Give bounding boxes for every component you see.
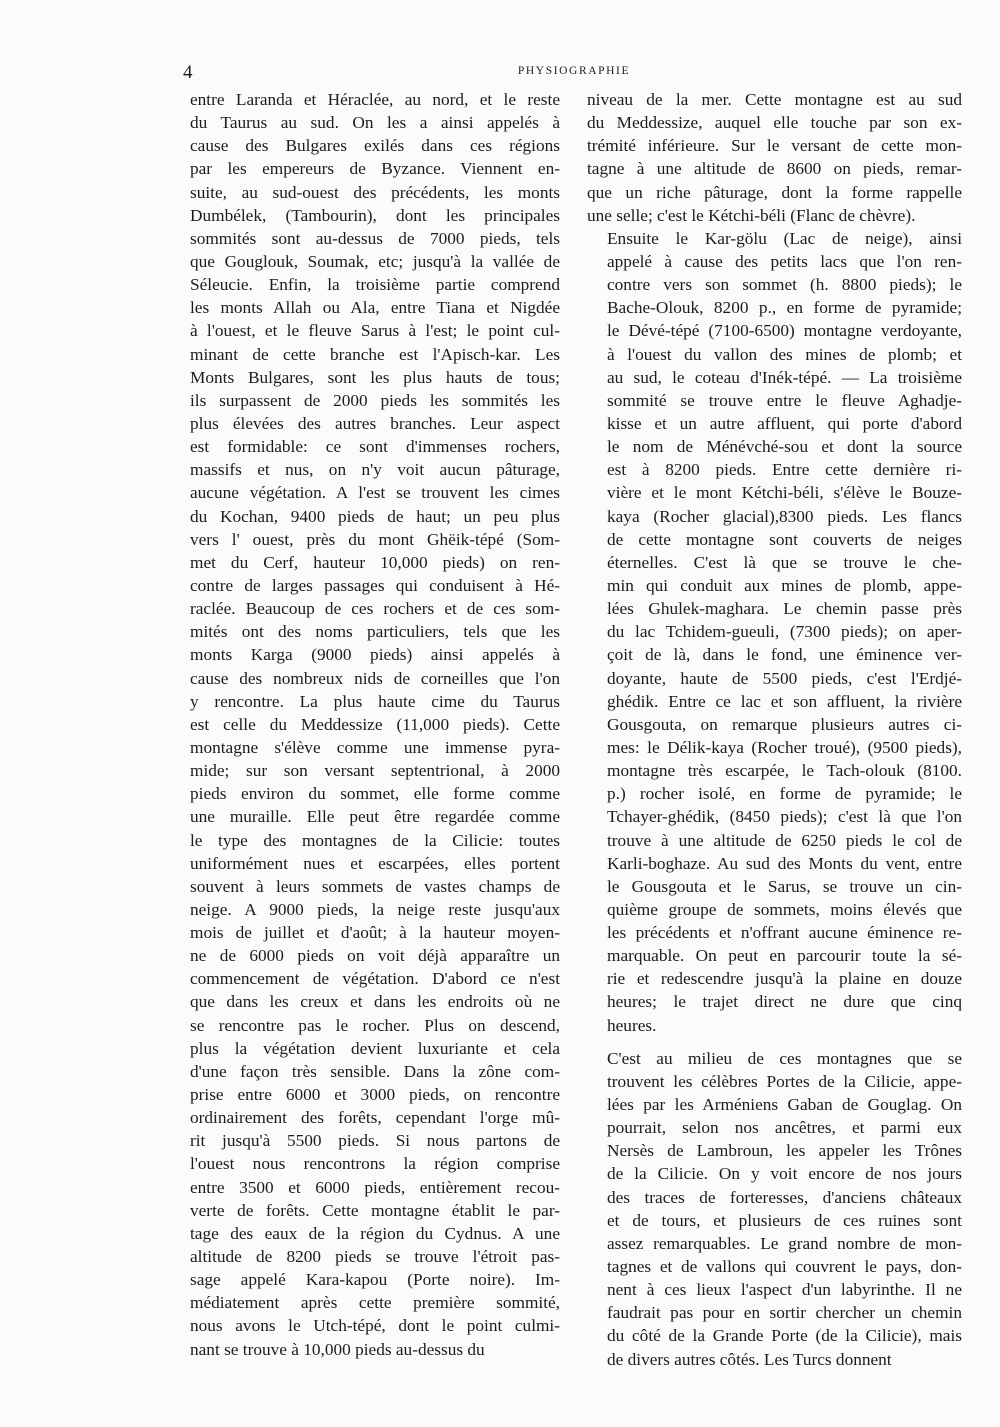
- text-line: quième groupe de sommets, moins élevés que: [607, 899, 962, 919]
- text-line: au sud, le coteau d'Inék-tépé. — La troisième: [607, 367, 962, 387]
- text-line: marquable. On peut en parcourir toute la sé-: [607, 946, 962, 966]
- text-line: médiatement après cette première sommité,: [190, 1293, 560, 1313]
- text-line: le Gousgouta et le Sarus, se trouve un cin-: [607, 876, 962, 896]
- text-line: Monts Bulgares, sont les plus hauts de tous;: [190, 367, 560, 387]
- text-line: faudrait pas pour en sortir chercher un chemin: [607, 1303, 962, 1323]
- text-line: aucune végétation. A l'est se trouvent les cimes: [190, 483, 560, 503]
- text-line: tagnes et de vallons qui couvrent le pays, don-: [607, 1257, 962, 1277]
- text-line: et de tours, et plusieurs de ces ruines sont: [607, 1210, 962, 1230]
- text-line: mités ont des noms particuliers, tels que les: [190, 622, 560, 642]
- text-line: Tchayer-ghédik, (8450 pieds); c'est là que l'on: [607, 807, 962, 827]
- text-line: montagne s'élève comme une immense pyra-: [190, 737, 560, 757]
- text-line: à l'ouest, et le fleuve Sarus à l'est; le point cul-: [190, 321, 560, 341]
- text-line: Karli-boghaze. Au sud des Monts du vent, entre: [607, 853, 962, 873]
- right-column: [587, 88, 962, 1371]
- text-line: niveau de la mer. Cette montagne est au sud: [587, 90, 962, 109]
- text-line: trémité inférieure. Sur le versant de cette mon-: [587, 136, 962, 156]
- text-line: est formidable: ce sont d'immenses rochers,: [190, 437, 560, 457]
- left-paragraph: [190, 88, 560, 1361]
- text-line: suite, au sud-ouest des précédents, les monts: [190, 182, 560, 202]
- text-line: une muraille. Elle peut être regardée comme: [190, 807, 560, 827]
- text-line: altitude de 8200 pieds se trouve l'étroit pas-: [190, 1247, 560, 1267]
- text-line: uniformément nues et escarpées, elles portent: [190, 853, 560, 873]
- text-line: prise entre 6000 et 3000 pieds, on rencontre: [190, 1085, 560, 1105]
- text-line: monts Karga (9000 pieds) ainsi appelés à: [190, 645, 560, 665]
- text-line: commencement de végétation. D'abord ce n'est: [190, 969, 560, 989]
- text-line: lées Ghulek-maghara. Le chemin passe près: [607, 599, 962, 619]
- running-title: PHYSIOGRAPHIE: [517, 65, 631, 77]
- text-line: lées par les Arméniens Gaban de Gouglag. On: [607, 1095, 962, 1115]
- text-line: p.) rocher isolé, en forme de pyramide; le: [607, 784, 962, 804]
- text-line: à l'ouest du vallon des mines de plomb; et: [607, 344, 962, 364]
- text-line: cause des nombreux nids de corneilles que l'on: [190, 668, 560, 688]
- text-line: mes: le Délik-kaya (Rocher troué), (9500 pieds),: [607, 737, 962, 757]
- text-line: ne de 6000 pieds on voit déjà apparaître un: [190, 946, 560, 966]
- text-line: éternelles. C'est là que se trouve le che-: [607, 552, 962, 572]
- text-line: trouvent les célèbres Portes de la Cilicie, appe-: [607, 1071, 962, 1091]
- text-line: du côté de la Grande Porte (de la Cilicie), mais: [607, 1326, 962, 1346]
- text-line: les monts Allah ou Ala, entre Tiana et Nigdée: [190, 298, 560, 318]
- text-line: tage des eaux de la région du Cydnus. A une: [190, 1223, 560, 1243]
- text-line: que dans les creux et dans les endroits où ne: [190, 992, 560, 1012]
- text-line: contre de larges passages qui conduisent à Hé-: [190, 575, 560, 595]
- text-line: rit jusqu'à 5500 pieds. Si nous partons de: [190, 1131, 560, 1151]
- text-line: le type des montagnes de la Cilicie: toutes: [190, 830, 560, 850]
- text-line: entre Laranda et Héraclée, au nord, et le reste: [190, 90, 560, 109]
- text-line: Séleucie. Enfin, la troisième partie comprend: [190, 275, 560, 295]
- page-header: [183, 62, 965, 86]
- text-line: l'ouest nous rencontrons la région comprise: [190, 1154, 560, 1174]
- text-line: minant de cette branche est l'Apisch-kar. Les: [190, 344, 560, 364]
- text-line: y rencontre. La plus haute cime du Taurus: [190, 691, 560, 711]
- text-line: de divers autres côtés. Les Turcs donnent: [607, 1349, 892, 1369]
- text-line: nous avons le Utch-tépé, dont le point culmi-: [190, 1316, 560, 1336]
- text-line: entre 3500 et 6000 pieds, entièrement recou-: [190, 1177, 560, 1197]
- text-line: vers l' ouest, près du mont Ghëik-tépé (Som-: [190, 529, 560, 549]
- text-line: appelé à cause des petits lacs que l'on ren-: [607, 251, 962, 271]
- text-line: une selle; c'est le Kétchi-béli (Flanc de chèvre).: [587, 205, 916, 225]
- text-line: ghédik. Entre ce lac et son affluent, la rivière: [607, 691, 962, 711]
- text-line: kaya (Rocher glacial),8300 pieds. Les flancs: [607, 506, 962, 526]
- text-line: assez remarquables. Le grand nombre de mon-: [607, 1233, 962, 1253]
- text-line: plus élevées des autres branches. Leur aspect: [190, 413, 560, 433]
- text-line: Bache-Olouk, 8200 p., en forme de pyramide;: [607, 298, 962, 318]
- text-line: pieds environ du sommet, elle forme comme: [190, 784, 560, 804]
- text-line: se rencontre pas le rocher. Plus on descend,: [190, 1015, 560, 1035]
- text-line: heures; le trajet direct ne dure que cinq: [607, 992, 962, 1012]
- text-line: du lac Tchidem-gueuli, (7300 pieds); on aper-: [607, 622, 962, 642]
- text-line: contre vers son sommet (h. 8800 pieds); le: [607, 275, 962, 295]
- text-line: raclée. Beaucoup de ces rochers et de ces som-: [190, 599, 560, 619]
- text-line: d'une façon très sensible. Dans la zône com-: [190, 1061, 560, 1081]
- text-line: sommité se trouve entre le fleuve Aghadje-: [607, 390, 962, 410]
- text-line: par les empereurs de Byzance. Viennent en-: [190, 159, 560, 179]
- text-line: de cette montagne sont couverts de neiges: [607, 529, 962, 549]
- text-line: Nersès de Lambroun, les appeler les Trônes: [607, 1141, 962, 1161]
- text-line: pourrait, selon nos ancêtres, et parmi eux: [607, 1118, 962, 1138]
- text-line: kisse et un autre affluent, qui porte d'abord: [607, 413, 962, 433]
- text-line: nant se trouve à 10,000 pieds au-dessus du: [190, 1339, 485, 1359]
- text-line: Gousgouta, on remarque plusieurs autres ci-: [607, 714, 962, 734]
- text-line: ordinairement des forêts, cependant l'orge mû-: [190, 1108, 560, 1128]
- right-paragraph-2: [587, 227, 962, 1037]
- text-line: le Dévé-tépé (7100-6500) montagne verdoyante,: [607, 321, 962, 341]
- text-line: ils surpassent de 2000 pieds les sommités les: [190, 390, 560, 410]
- text-line: du Taurus au sud. On les a ainsi appelés à: [190, 113, 560, 133]
- text-line: montagne très escarpée, le Tach-olouk (8100.: [607, 761, 962, 781]
- text-line: tagne à une altitude de 8600 on pieds, remar-: [587, 159, 962, 179]
- right-paragraph-1: [587, 88, 962, 227]
- text-line: cause des Bulgares exilés dans ces régions: [190, 136, 560, 156]
- text-line: C'est au milieu de ces montagnes que se: [607, 1048, 962, 1068]
- text-line: plus la végétation devient luxuriante et cela: [190, 1038, 560, 1058]
- text-line: souvent à leurs sommets de vastes champs de: [190, 876, 560, 896]
- text-line: du Kochan, 9400 pieds de haut; un peu plus: [190, 506, 560, 526]
- text-line: heures.: [607, 1015, 657, 1035]
- text-line: sommités sont au-dessus de 7000 pieds, tels: [190, 228, 560, 248]
- text-line: met du Cerf, hauteur 10,000 pieds) on ren-: [190, 552, 560, 572]
- left-column: [190, 88, 560, 1361]
- text-line: trouve à une altitude de 6250 pieds le col de: [607, 830, 962, 850]
- text-line: que un riche pâturage, dont la forme rappelle: [587, 182, 962, 202]
- text-line: les précédents et n'offrant aucune éminence re-: [607, 923, 962, 943]
- text-line: vière et le mont Kétchi-béli, s'élève le Bouze-: [607, 483, 962, 503]
- text-line: min qui conduit aux mines de plomb, appe-: [607, 575, 962, 595]
- text-line: est celle du Meddessize (11,000 pieds). Cette: [190, 714, 560, 734]
- text-line: doyante, haute de 5500 pieds, c'est l'Erdjé-: [607, 668, 962, 688]
- text-line: nent à ces lieux l'aspect d'un labyrinthe. Il ne: [607, 1280, 962, 1300]
- text-line: Dumbélek, (Tambourin), dont les principales: [190, 205, 560, 225]
- text-line: mide; sur son versant septentrional, à 2000: [190, 761, 560, 781]
- text-line: çoit de là, dans le fond, une éminence ver-: [607, 645, 962, 665]
- text-line: sage appelé Kara-kapou (Porte noire). Im-: [190, 1270, 560, 1290]
- text-line: rie et redescendre jusqu'à la plaine en douze: [607, 969, 962, 989]
- text-line: Ensuite le Kar-gölu (Lac de neige), ainsi: [607, 228, 962, 248]
- text-line: du Meddessize, auquel elle touche par son ex-: [587, 113, 962, 133]
- text-line: verte de forêts. Cette montagne établit le par-: [190, 1200, 560, 1220]
- text-line: de la Cilicie. On y voit encore de nos jours: [607, 1164, 962, 1184]
- text-line: le nom de Ménévché-sou et dont la source: [607, 437, 962, 457]
- text-line: neige. A 9000 pieds, la neige reste jusqu'aux: [190, 899, 560, 919]
- page-number: 4: [183, 62, 193, 83]
- text-line: mois de juillet et d'août; à la hauteur moyen-: [190, 923, 560, 943]
- text-line: massifs et nus, on n'y voit aucun pâturage,: [190, 460, 560, 480]
- text-line: des traces de forteresses, d'anciens châteaux: [607, 1187, 962, 1207]
- right-paragraph-3: [587, 1047, 962, 1371]
- text-line: que Gouglouk, Soumak, etc; jusqu'à la vallée de: [190, 251, 560, 271]
- text-line: est à 8200 pieds. Entre cette dernière ri-: [607, 460, 962, 480]
